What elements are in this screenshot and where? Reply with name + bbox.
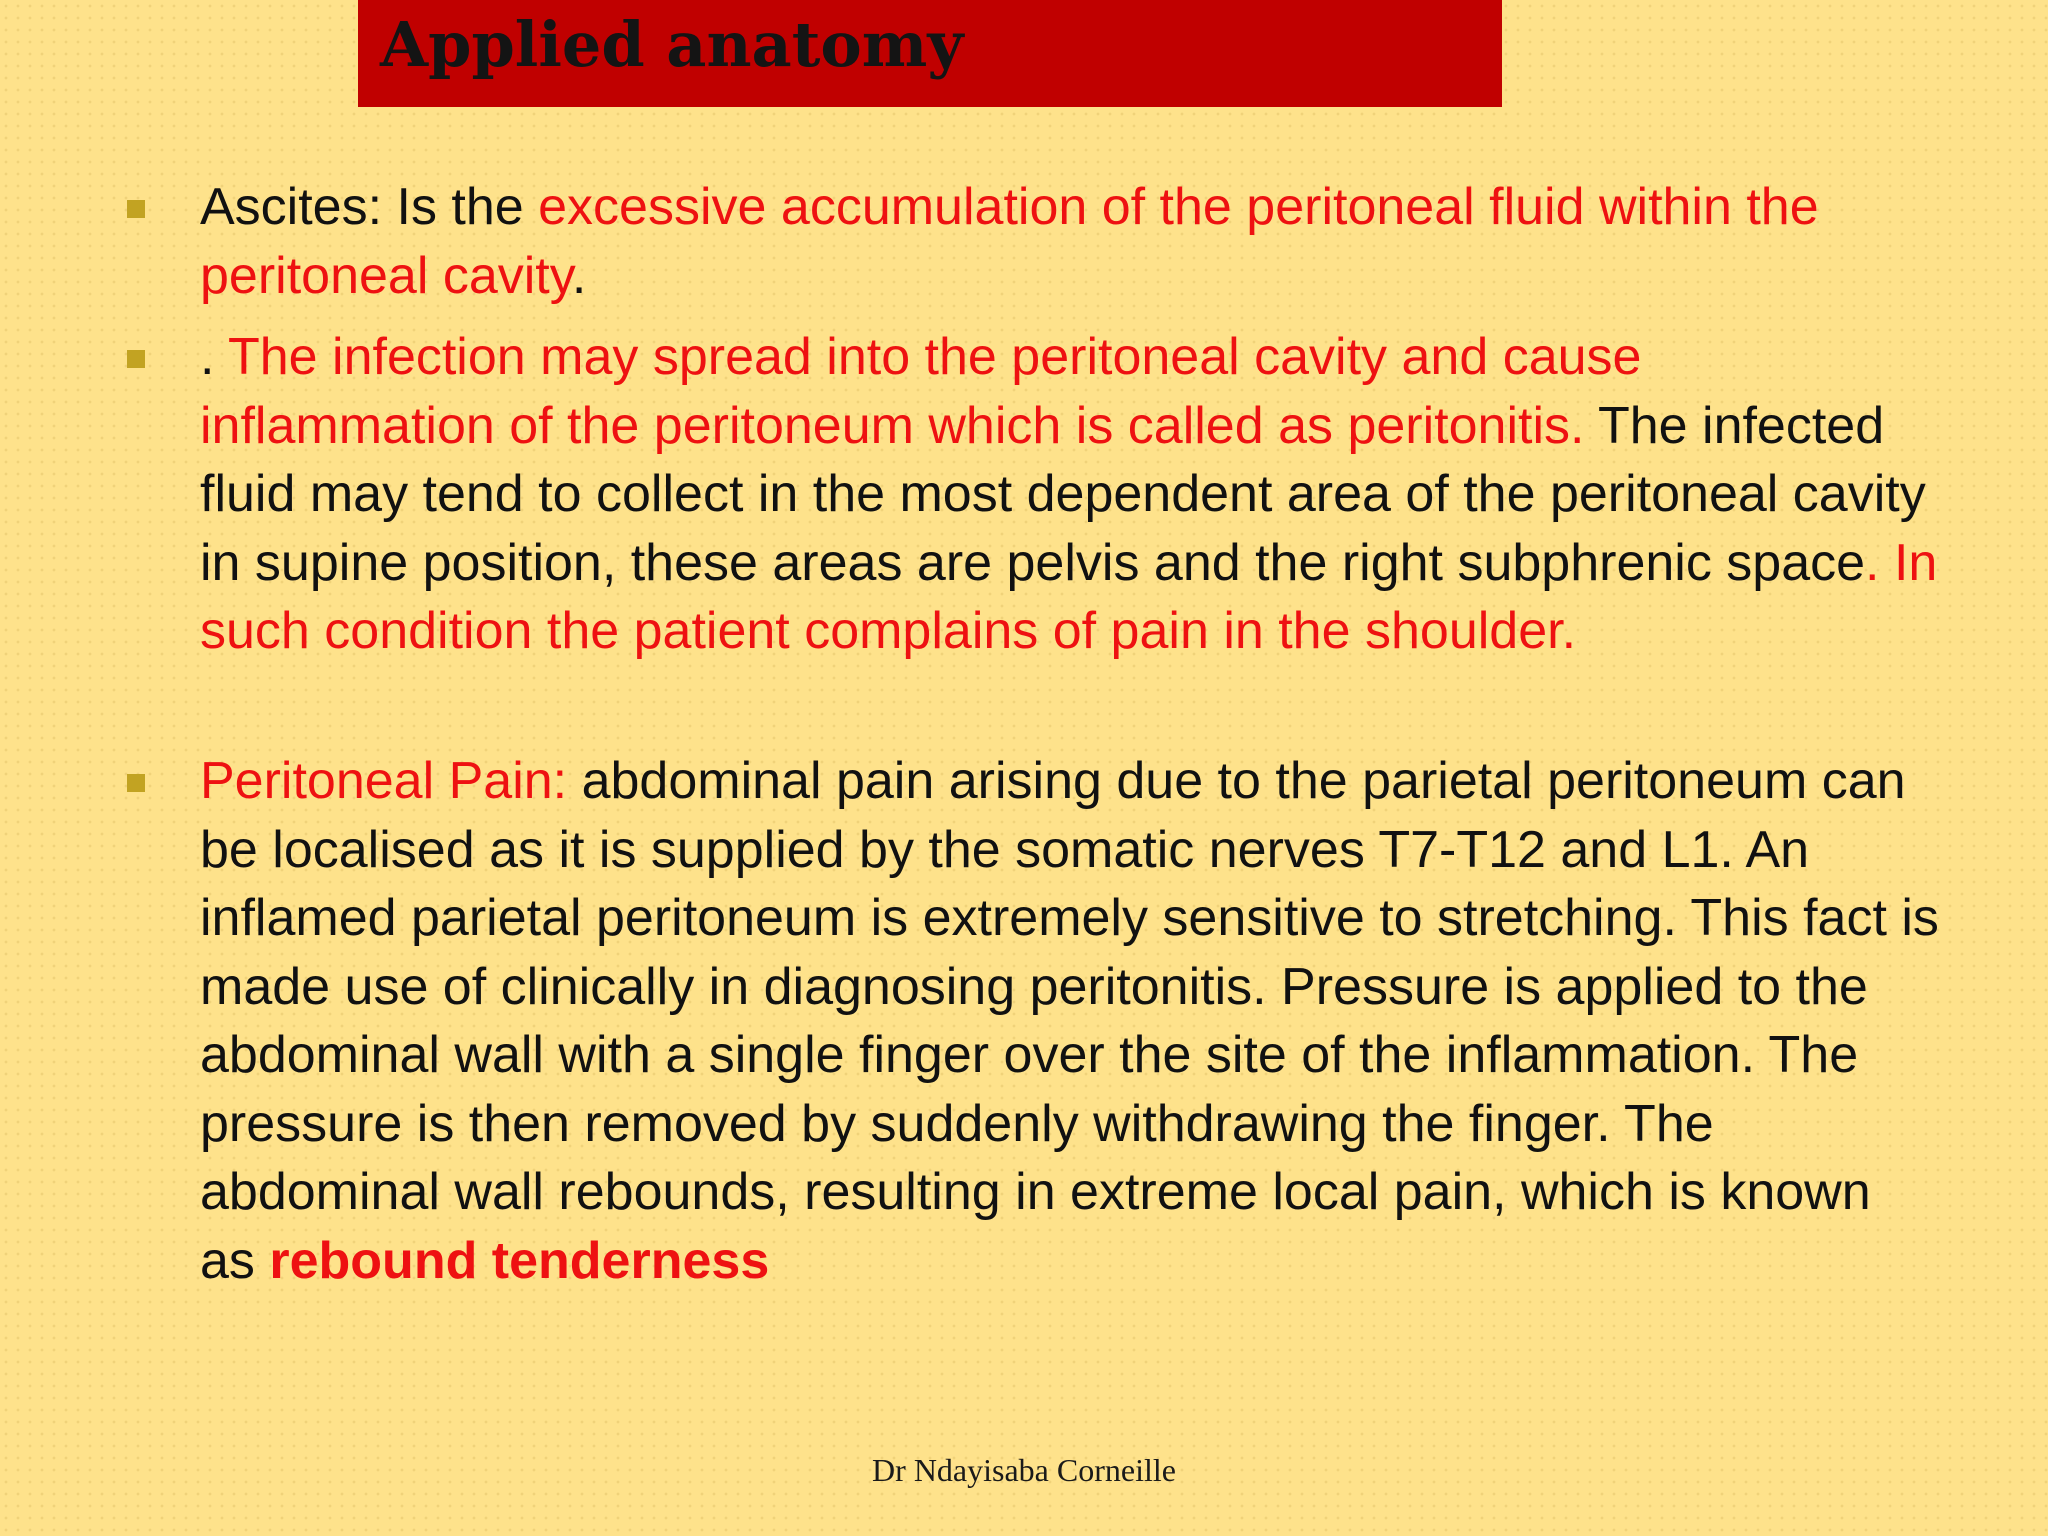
- bullet-text-segment: Ascites: Is the: [200, 178, 539, 236]
- bullet-text-segment: .: [571, 246, 587, 305]
- bullet-text-segment: The infected fluid may tend to collect in the most dependent area of the peritoneal cavity in supine position, these areas are pelvis and the right subphrenic space: [200, 396, 1926, 592]
- square-bullet-icon: [127, 350, 145, 368]
- square-bullet-icon: [127, 200, 145, 218]
- bullet-text-emphasis: rebound tenderness: [269, 1231, 770, 1290]
- bullet-text-highlight: Peritoneal Pain:: [200, 752, 568, 810]
- bullet-item-peritonitis: [200, 323, 1940, 666]
- bullet-text-highlight: The infection may spread into the peritoneal cavity and cause inflammation of the peritoneum which is called as peritonitis.: [200, 328, 1642, 455]
- bullet-text-highlight: . In such condition the patient complains of pain in the shoulder.: [200, 533, 1938, 660]
- bullet-text-highlight: excessive accumulation of the peritoneal fluid within the peritoneal cavity: [200, 178, 1819, 305]
- square-bullet-icon: [127, 774, 145, 792]
- bullet-item-ascites: [200, 173, 1940, 310]
- slide-title: Applied anatomy: [380, 8, 964, 81]
- bullet-text-segment: abdominal pain arising due to the parietal peritoneum can be localised as it is supplied by the somatic nerves T7-T12 and L1. An inflamed parietal peritoneum is extremely sensitive to stretching. This fact is made use of clinically in diagnosing peritonitis. Pressure is applied to the abdominal wall with a single finger over the site of the inflammation. The pressure is then removed by suddenly withdrawing the finger. The abdominal wall rebounds, resulting in extreme local pain, which is known as: [200, 752, 1939, 1290]
- footer-author: Dr Ndayisaba Corneille: [872, 1452, 1176, 1488]
- bullet-item-peritoneal-pain: [200, 747, 1940, 1295]
- bullet-text-segment: .: [200, 328, 228, 386]
- title-banner: [358, 0, 1502, 107]
